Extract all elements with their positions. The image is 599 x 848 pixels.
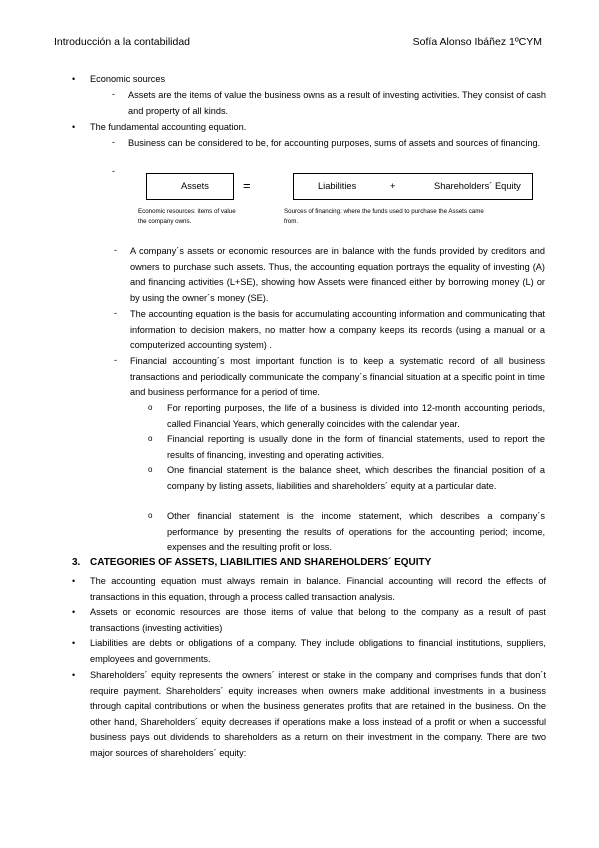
bullet-icon: • [72,638,76,648]
section-bullet: Shareholders´ equity represents the owners´ interest or stake in the company and comprises funds that don´t require payment. Shareholders´ equity increases when owners make additional investments in a business through capital contributions or when the business generates profits that are retained in the business. On the other hand, Shareholders´ equity decreases if operations make a loss instead of a profit or when a successful business pays out dividends to shareholders as a return on their investment in the company. There are two major sources of shareholders´ equity: [90,670,546,758]
bullet-fundamental-equation: The fundamental accounting equation. [90,122,247,132]
section-bullet: The accounting equation must always remain in balance. Financial accounting will record the effects of transactions in this equation, through a process called transaction analysis. [90,576,546,602]
liabilities-equity-box [293,173,533,200]
circle-bullet-icon: o [148,511,153,520]
liabilities-label: Liabilities [318,181,357,191]
dash-icon: - [114,355,117,365]
header-left: Introducción a la contabilidad [54,36,191,48]
sub-item: For reporting purposes, the life of a business is divided into 12-month accounting periods, called Financial Years, which generally coincides with the calendar year. [167,403,545,429]
circle-bullet-icon: o [148,403,153,412]
dash-item: A company´s assets or economic resources are in balance with the funds provided by creditors and owners to purchase such assets. Thus, the accounting equation portrays the equality of investing (A) and financing activities (L+SE), showing how Assets were financed either by borrowing money (L) or by using the owner´s money (SE). [130,246,545,303]
section-title: CATEGORIES OF ASSETS, LIABILITIES AND SHAREHOLDERS´ EQUITY [90,557,432,568]
section-bullet: Liabilities are debts or obligations of a company. They include obligations to financial institutions, suppliers, employees and governments. [90,638,546,664]
header-right: Sofía Alonso Ibáñez 1ºCYM [412,36,542,48]
bullet-economic-sources: Economic sources [90,74,166,84]
sub-item: One financial statement is the balance sheet, which describes the financial position of a company by listing assets, liabilities and shareholders´ equity at a particular date. [167,465,545,491]
bullet-icon: • [72,576,76,586]
bullet-icon: • [72,670,76,680]
assets-label: Assets [181,181,209,191]
dash-icon: - [114,245,117,255]
financing-note: Sources of financing: where the funds used to purchase the Assets came from. [284,208,484,225]
plus-sign: + [390,181,396,191]
assets-note: Economic resources: items of value the company owns. [138,208,236,225]
dash-item: The accounting equation is the basis for accumulating accounting information and communicating that information to decision makers, no matter how a company keeps its records (using a manual or a computerized accounting system) . [130,309,545,350]
fundamental-equation-text: Business can be considered to be, for accounting purposes, sums of assets and sources of financing. [128,138,541,148]
bullet-icon: • [72,122,76,132]
circle-bullet-icon: o [148,434,153,443]
dash-icon: - [112,137,115,147]
dash-icon: - [112,166,115,176]
equity-label: Shareholders´ Equity [434,181,521,191]
economic-sources-text: Assets are the items of value the business owns as a result of investing activities. They consist of cash and property of all kinds. [128,90,546,116]
bullet-icon: • [72,607,76,617]
sub-item: Other financial statement is the income statement, which describes a company´s performance by presenting the results of operations for the accounting period; income, expenses and the resulting profit or loss. [167,511,545,552]
equals-sign: = [243,178,251,193]
bullet-icon: • [72,74,76,84]
section-bullet: Assets or economic resources are those items of value that belong to the company as a result of past transactions (investing activities) [90,607,546,633]
sub-item: Financial reporting is usually done in the form of financial statements, used to report the results of financing, investing and operating activities. [167,434,545,460]
assets-box [146,173,234,200]
circle-bullet-icon: o [148,465,153,474]
section-number: 3. [72,557,81,568]
dash-icon: - [114,308,117,318]
dash-item: Financial accounting´s most important function is to keep a systematic record of all business transactions and periodically communicate the company´s financial situation at a specific point in time and business performance for a period of time. [130,356,545,397]
dash-icon: - [112,89,115,99]
